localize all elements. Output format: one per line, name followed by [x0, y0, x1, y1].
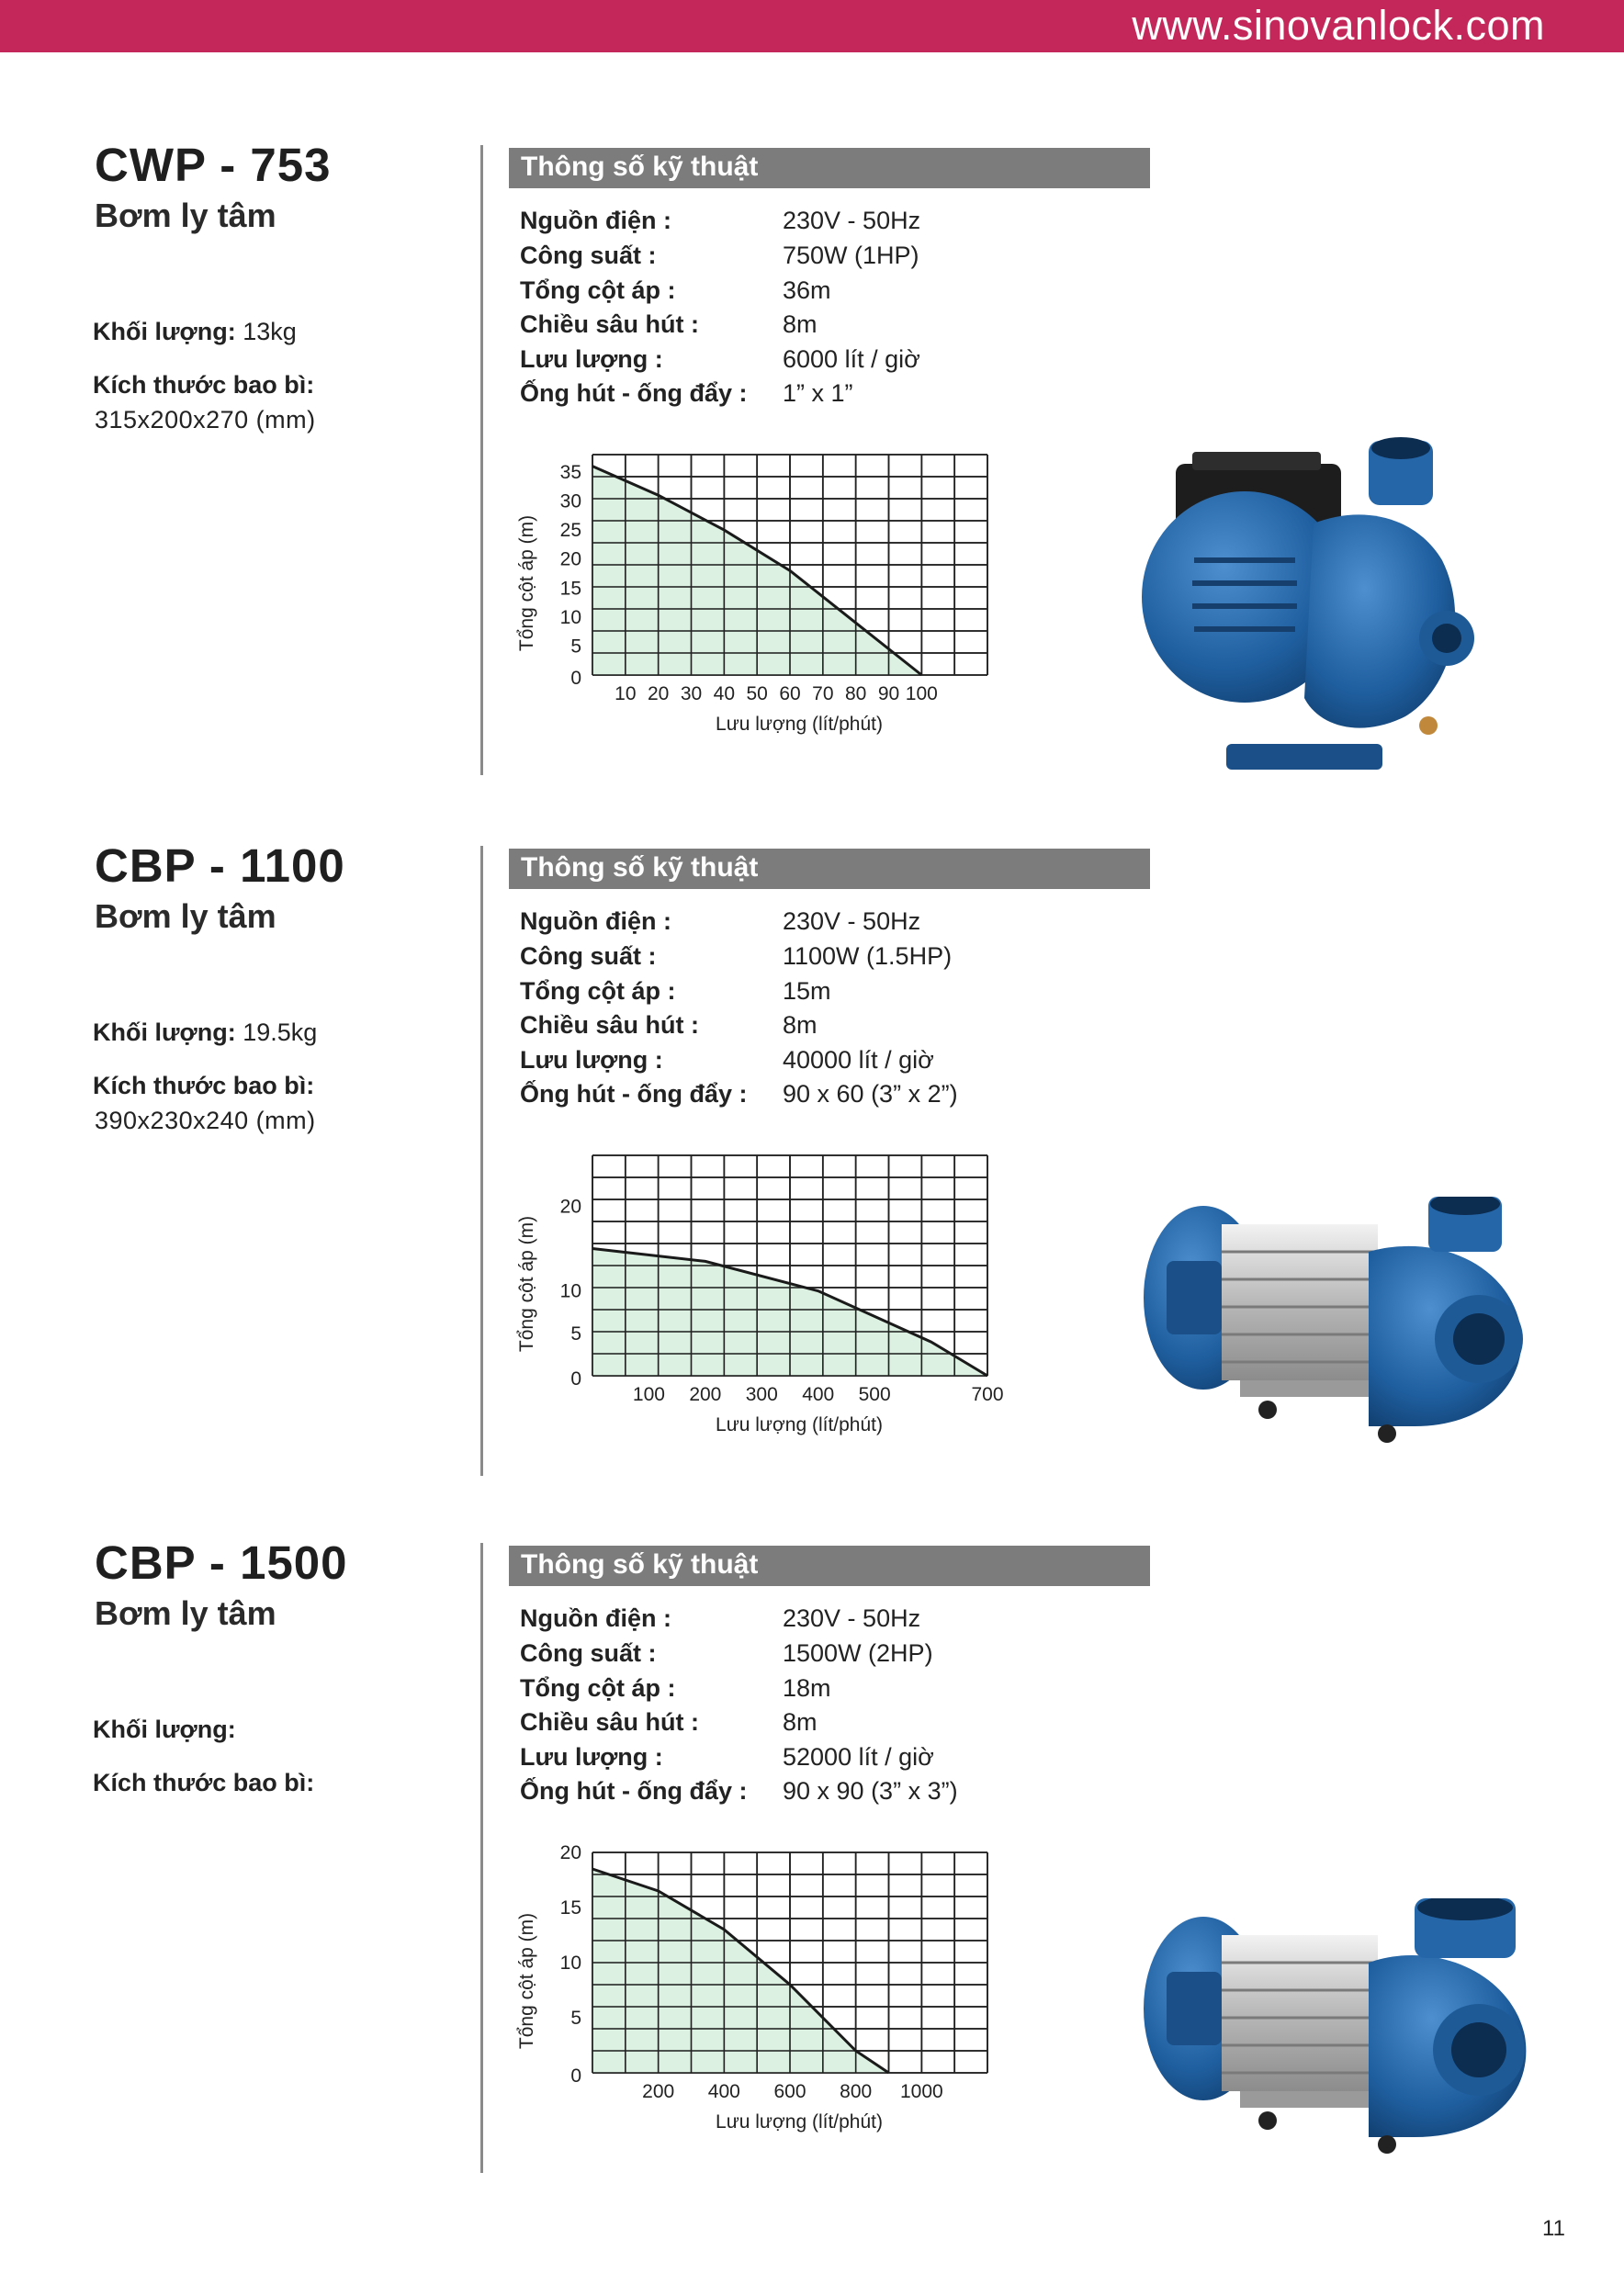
x-tick-label: 800	[840, 2081, 873, 2102]
spec-row	[520, 1777, 1181, 1810]
x-axis-label: Lưu lượng (lít/phút)	[716, 2111, 883, 2133]
spec-title: Thông số kỹ thuật	[521, 852, 759, 883]
weight-value: 19.5kg	[235, 1019, 318, 1046]
spec-value: 750W (1HP)	[783, 242, 919, 269]
x-tick-label: 80	[844, 683, 867, 704]
weight-label: Khối lượng:	[93, 1019, 236, 1046]
product-model: CWP - 753	[95, 139, 332, 191]
spec-row	[520, 1674, 1181, 1707]
product-type: Bơm ly tâm	[95, 1594, 276, 1632]
spec-row	[520, 942, 1181, 975]
x-tick-label: 400	[707, 2081, 740, 2102]
spec-title: Thông số kỹ thuật	[521, 1549, 759, 1580]
y-tick-label: 20	[559, 548, 581, 570]
y-tick-label: 15	[559, 578, 581, 600]
weight-label: Khối lượng:	[93, 1716, 236, 1743]
y-tick-label: 10	[559, 1953, 581, 1974]
spec-label: Công suất :	[520, 242, 657, 269]
y-tick-label: 25	[559, 520, 581, 542]
spec-label: Lưu lượng :	[520, 1743, 663, 1771]
website-url[interactable]: www.sinovanlock.com	[1132, 2, 1545, 49]
x-tick-label: 600	[773, 2081, 806, 2102]
spec-row	[520, 207, 1181, 240]
spec-label: Nguồn điện :	[520, 907, 671, 935]
y-axis-label: Tổng cột áp (m)	[516, 1215, 537, 1353]
spec-value: 230V - 50Hz	[783, 907, 921, 935]
spec-value: 52000 lít / giờ	[783, 1743, 934, 1771]
spec-label: Tổng cột áp :	[520, 1674, 676, 1702]
y-tick-label: 0	[570, 2065, 581, 2087]
product-section-cbp-1100	[0, 838, 1624, 1536]
y-tick-label: 5	[570, 2008, 581, 2029]
x-tick-label: 70	[812, 683, 834, 704]
pump-cwp-753-image	[1139, 422, 1543, 794]
x-tick-label: 200	[689, 1384, 722, 1405]
spec-label: Ống hút - ống đẩy :	[520, 379, 748, 407]
x-tick-label: 500	[858, 1384, 891, 1405]
x-tick-label: 300	[745, 1384, 778, 1405]
x-tick-label: 10	[615, 683, 637, 704]
y-tick-label: 5	[570, 1322, 581, 1345]
y-tick-label: 10	[559, 606, 581, 628]
spec-value: 15m	[783, 977, 831, 1005]
x-tick-label: 20	[647, 683, 670, 704]
y-tick-label: 0	[570, 668, 581, 689]
spec-header	[509, 148, 1150, 188]
spec-value: 8m	[783, 1708, 818, 1736]
x-tick-label: 40	[713, 683, 736, 704]
pump-cbp-1500-image	[1139, 1898, 1543, 2178]
package-label: Kích thước bao bì:	[93, 1072, 315, 1099]
x-tick-label: 30	[680, 683, 703, 704]
spec-value: 90 x 60 (3” x 2”)	[783, 1080, 958, 1108]
spec-label: Công suất :	[520, 1639, 657, 1667]
weight-value: 13kg	[235, 318, 297, 345]
spec-title: Thông số kỹ thuật	[521, 152, 759, 182]
weight-label: Khối lượng:	[93, 318, 236, 345]
pump-cbp-1500-icon	[1139, 1898, 1543, 2174]
performance-chart-svg	[505, 1151, 1020, 1500]
x-tick-label: 90	[877, 683, 900, 704]
product-model: CBP - 1500	[95, 1536, 348, 1589]
pump-cwp-753-icon	[1139, 422, 1543, 790]
x-tick-label: 200	[642, 2081, 675, 2102]
spec-row	[520, 379, 1181, 412]
curve-area	[592, 1869, 889, 2073]
spec-row	[520, 1639, 1181, 1672]
pump-cbp-1100-image	[1139, 1197, 1543, 1477]
spec-label: Chiều sâu hút :	[520, 1011, 699, 1039]
spec-row	[520, 242, 1181, 275]
page-number: 11	[1542, 2216, 1565, 2241]
y-tick-label: 20	[559, 1842, 581, 1863]
spec-value: 1” x 1”	[783, 379, 853, 407]
package-label: Kích thước bao bì:	[93, 371, 315, 399]
x-tick-label: 100	[632, 1384, 665, 1405]
y-tick-label: 10	[559, 1280, 581, 1302]
weight-info	[93, 1019, 317, 1047]
spec-row	[520, 1708, 1181, 1741]
spec-label: Ống hút - ống đẩy :	[520, 1080, 748, 1108]
product-section-cbp-1500	[0, 1536, 1624, 2234]
spec-header	[509, 849, 1150, 889]
spec-label: Công suất :	[520, 942, 657, 970]
performance-chart	[505, 450, 1020, 799]
spec-row	[520, 977, 1181, 1010]
spec-row	[520, 1604, 1181, 1638]
package-value: 315x200x270 (mm)	[95, 406, 316, 433]
performance-chart-svg	[505, 1842, 1020, 2197]
spec-value: 18m	[783, 1674, 831, 1702]
x-tick-label: 100	[905, 683, 938, 704]
weight-info	[93, 1716, 236, 1744]
y-tick-label: 30	[559, 490, 581, 512]
x-tick-label: 60	[779, 683, 801, 704]
x-axis-label: Lưu lượng (lít/phút)	[716, 1414, 883, 1435]
spec-row	[520, 907, 1181, 940]
y-tick-label: 5	[570, 636, 581, 658]
y-tick-label: 35	[559, 461, 581, 483]
divider-line	[480, 145, 483, 775]
performance-chart	[505, 1842, 1020, 2197]
spec-label: Chiều sâu hút :	[520, 310, 699, 338]
spec-value: 8m	[783, 310, 818, 338]
spec-row	[520, 345, 1181, 378]
spec-value: 90 x 90 (3” x 3”)	[783, 1777, 958, 1805]
y-tick-label: 15	[559, 1897, 581, 1919]
spec-label: Nguồn điện :	[520, 1604, 671, 1632]
x-tick-label: 50	[746, 683, 768, 704]
y-axis-label: Tổng cột áp (m)	[516, 1912, 537, 2050]
performance-chart-svg	[505, 450, 1020, 799]
divider-line	[480, 1543, 483, 2173]
header-bar	[0, 0, 1624, 52]
performance-chart	[505, 1151, 1020, 1500]
x-tick-label: 700	[971, 1384, 1004, 1405]
product-type: Bơm ly tâm	[95, 897, 276, 935]
spec-row	[520, 1046, 1181, 1079]
product-model: CBP - 1100	[95, 839, 345, 892]
spec-label: Tổng cột áp :	[520, 977, 676, 1005]
spec-value: 40000 lít / giờ	[783, 1046, 934, 1074]
product-section-cwp-753	[0, 138, 1624, 836]
spec-label: Lưu lượng :	[520, 1046, 663, 1074]
product-type: Bơm ly tâm	[95, 197, 276, 234]
pump-cbp-1100-icon	[1139, 1197, 1543, 1472]
y-tick-label: 0	[570, 1368, 581, 1390]
spec-value: 8m	[783, 1011, 818, 1039]
weight-info	[93, 318, 297, 346]
package-value: 390x230x240 (mm)	[95, 1107, 316, 1134]
x-axis-label: Lưu lượng (lít/phút)	[716, 714, 883, 735]
spec-row	[520, 276, 1181, 310]
package-label: Kích thước bao bì:	[93, 1769, 315, 1796]
spec-value: 6000 lít / giờ	[783, 345, 920, 373]
spec-value: 1500W (2HP)	[783, 1639, 933, 1667]
spec-label: Nguồn điện :	[520, 207, 671, 234]
spec-header	[509, 1546, 1150, 1586]
spec-row	[520, 1080, 1181, 1113]
spec-label: Lưu lượng :	[520, 345, 663, 373]
spec-label: Tổng cột áp :	[520, 276, 676, 304]
x-tick-label: 400	[802, 1384, 835, 1405]
spec-value: 1100W (1.5HP)	[783, 942, 953, 970]
y-axis-label: Tổng cột áp (m)	[516, 514, 537, 652]
spec-value: 230V - 50Hz	[783, 207, 921, 234]
x-tick-label: 1000	[899, 2081, 943, 2102]
spec-value: 36m	[783, 276, 831, 304]
spec-label: Chiều sâu hút :	[520, 1708, 699, 1736]
spec-row	[520, 1011, 1181, 1044]
spec-row	[520, 310, 1181, 343]
divider-line	[480, 846, 483, 1476]
spec-label: Ống hút - ống đẩy :	[520, 1777, 748, 1805]
y-tick-label: 20	[559, 1196, 581, 1218]
spec-row	[520, 1743, 1181, 1776]
spec-value: 230V - 50Hz	[783, 1604, 921, 1632]
